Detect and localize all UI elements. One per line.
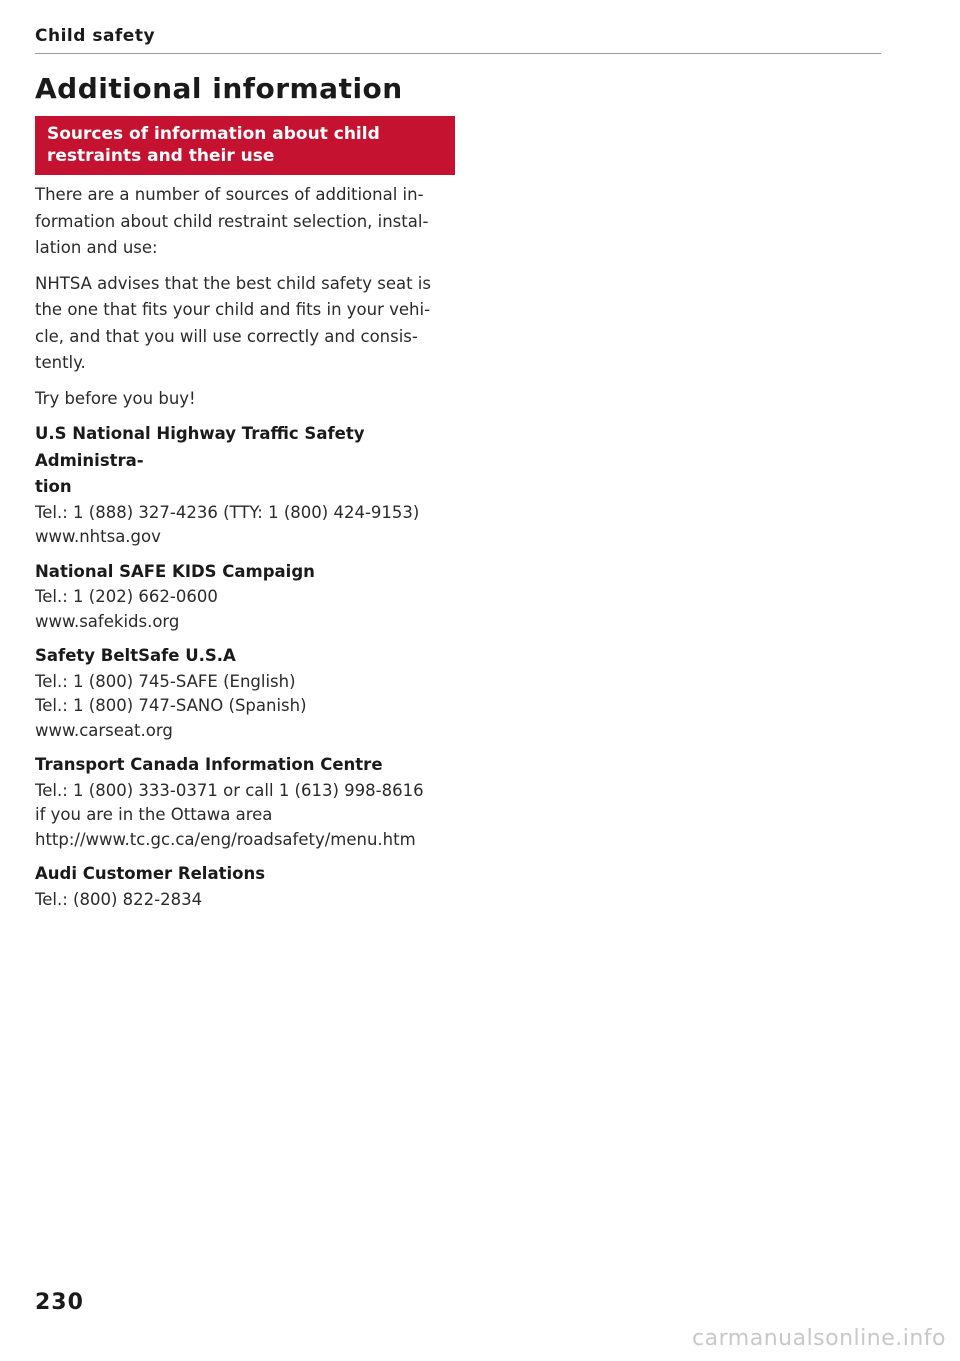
header-divider [35, 53, 881, 54]
banner-line: Sources of information about child [47, 124, 380, 144]
org-website: www.carseat.org [35, 720, 173, 740]
org-name: Safety BeltSafe U.S.A [35, 646, 236, 665]
org-name: Audi Customer Relations [35, 864, 266, 883]
org-website: www.safekids.org [35, 611, 180, 631]
watermark: carmanualsonline.info [692, 1326, 946, 1351]
org-transport-canada [35, 752, 455, 852]
org-safe-kids [35, 559, 455, 635]
org-beltsafe [35, 643, 455, 743]
org-website: http://www.tc.gc.ca/eng/roadsafety/menu.htm [35, 829, 416, 849]
page-title: Additional information [35, 72, 403, 105]
org-note: if you are in the Ottawa area [35, 805, 273, 824]
org-name: Transport Canada Information Centre [35, 755, 383, 774]
advice-paragraph: NHTSA advises that the best child safety seat is the one that fits your child and fits in your vehi- cle, and that you will use correctly and consis- tently. [35, 273, 431, 372]
content-body [35, 182, 455, 921]
section-banner [35, 116, 455, 175]
org-phone: Tel.: 1 (800) 333-0371 or call 1 (613) 998-8616 [35, 780, 424, 800]
org-website: www.nhtsa.gov [35, 527, 161, 546]
org-name: U.S National Highway Traffic Safety Administra- tion [35, 424, 365, 496]
org-name: National SAFE KIDS Campaign [35, 561, 315, 581]
org-phone: Tel.: (800) 822-2834 [35, 889, 203, 909]
org-nhtsa [35, 421, 455, 550]
tip-paragraph: Try before you buy! [35, 388, 196, 408]
org-phone: Tel.: 1 (888) 327-4236 (TTY: 1 (800) 424-9153) [35, 502, 420, 522]
org-phone: Tel.: 1 (202) 662-0600 [35, 587, 218, 606]
intro-paragraph: There are a number of sources of additional in- formation about child restraint selection, instal- lation and use: [35, 185, 429, 257]
section-header: Child safety [35, 26, 156, 46]
org-phone: Tel.: 1 (800) 747-SANO (Spanish) [35, 696, 307, 715]
org-audi [35, 861, 455, 912]
banner-line: restraints and their use [47, 146, 275, 166]
org-phone: Tel.: 1 (800) 745-SAFE (English) [35, 671, 296, 691]
page-number: 230 [35, 1290, 84, 1315]
